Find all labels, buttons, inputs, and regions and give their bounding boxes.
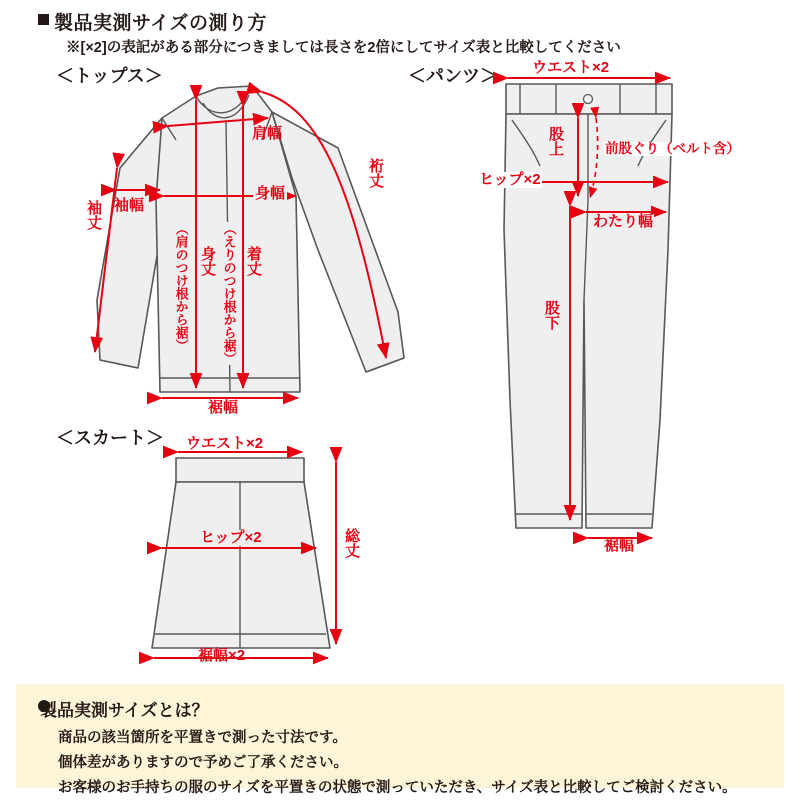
- tops-label-body-length-note: （肩のつけ根から裾）: [173, 222, 189, 352]
- skirt-label-hem-width: 裾幅×2: [198, 647, 246, 664]
- footer-text-line-3: お客様のお手持ちの服のサイズを平置きの状態で測っていただき、サイズ表と比較してご検討ください。: [58, 780, 737, 796]
- pants-label-front-rise: 前股ぐり（ベルト含）: [605, 141, 740, 156]
- skirt-label-hip: ヒップ×2: [200, 529, 262, 546]
- footer-title: 製品実測サイズとは？: [40, 701, 209, 720]
- section-label-tops: ＜トップス＞: [56, 66, 163, 86]
- footer-text-line-1: 商品の該当箇所を平置きで測った寸法です。: [58, 730, 347, 746]
- pants-label-hip: ヒップ×2: [479, 171, 541, 188]
- tops-label-wear-length: 着丈: [245, 246, 262, 276]
- skirt-garment-drawing: [152, 458, 330, 648]
- header-note: ※[×2]の表記がある部分につきましては長さを2倍にしてサイズ表と比較してください: [66, 40, 621, 56]
- skirt-label-waist: ウエスト×2: [186, 435, 264, 452]
- pants-label-rise: 股上: [547, 126, 564, 156]
- tops-label-sleeve-length: 袖丈: [85, 200, 102, 230]
- section-label-pants: ＜パンツ＞: [408, 66, 498, 86]
- section-label-skirt: ＜スカート＞: [56, 428, 164, 448]
- pants-label-inseam: 股下: [543, 300, 560, 330]
- tops-label-body-width: 身幅: [255, 185, 286, 202]
- page-title-text: 製品実測サイズの測り方: [54, 13, 267, 34]
- tops-label-hem-width: 裾幅: [208, 399, 239, 416]
- tops-label-sleeve-outer-length: 裄丈: [367, 158, 384, 188]
- tops-label-shoulder-width: 肩幅: [252, 125, 283, 142]
- tops-label-body-length: 身丈: [199, 246, 216, 276]
- pants-label-waist: ウエスト×2: [532, 59, 610, 76]
- pants-label-thigh-width: わたり幅: [593, 213, 654, 230]
- footer-text-line-2: 個体差がありますので予めご了承ください。: [58, 755, 348, 771]
- pants-label-hem-width: 裾幅: [604, 537, 635, 554]
- tops-label-wear-length-note: （えりのつけ根から裾）: [221, 222, 237, 365]
- tops-label-sleeve-width: 袖幅: [114, 197, 145, 214]
- skirt-label-total-length: 総丈: [343, 528, 360, 558]
